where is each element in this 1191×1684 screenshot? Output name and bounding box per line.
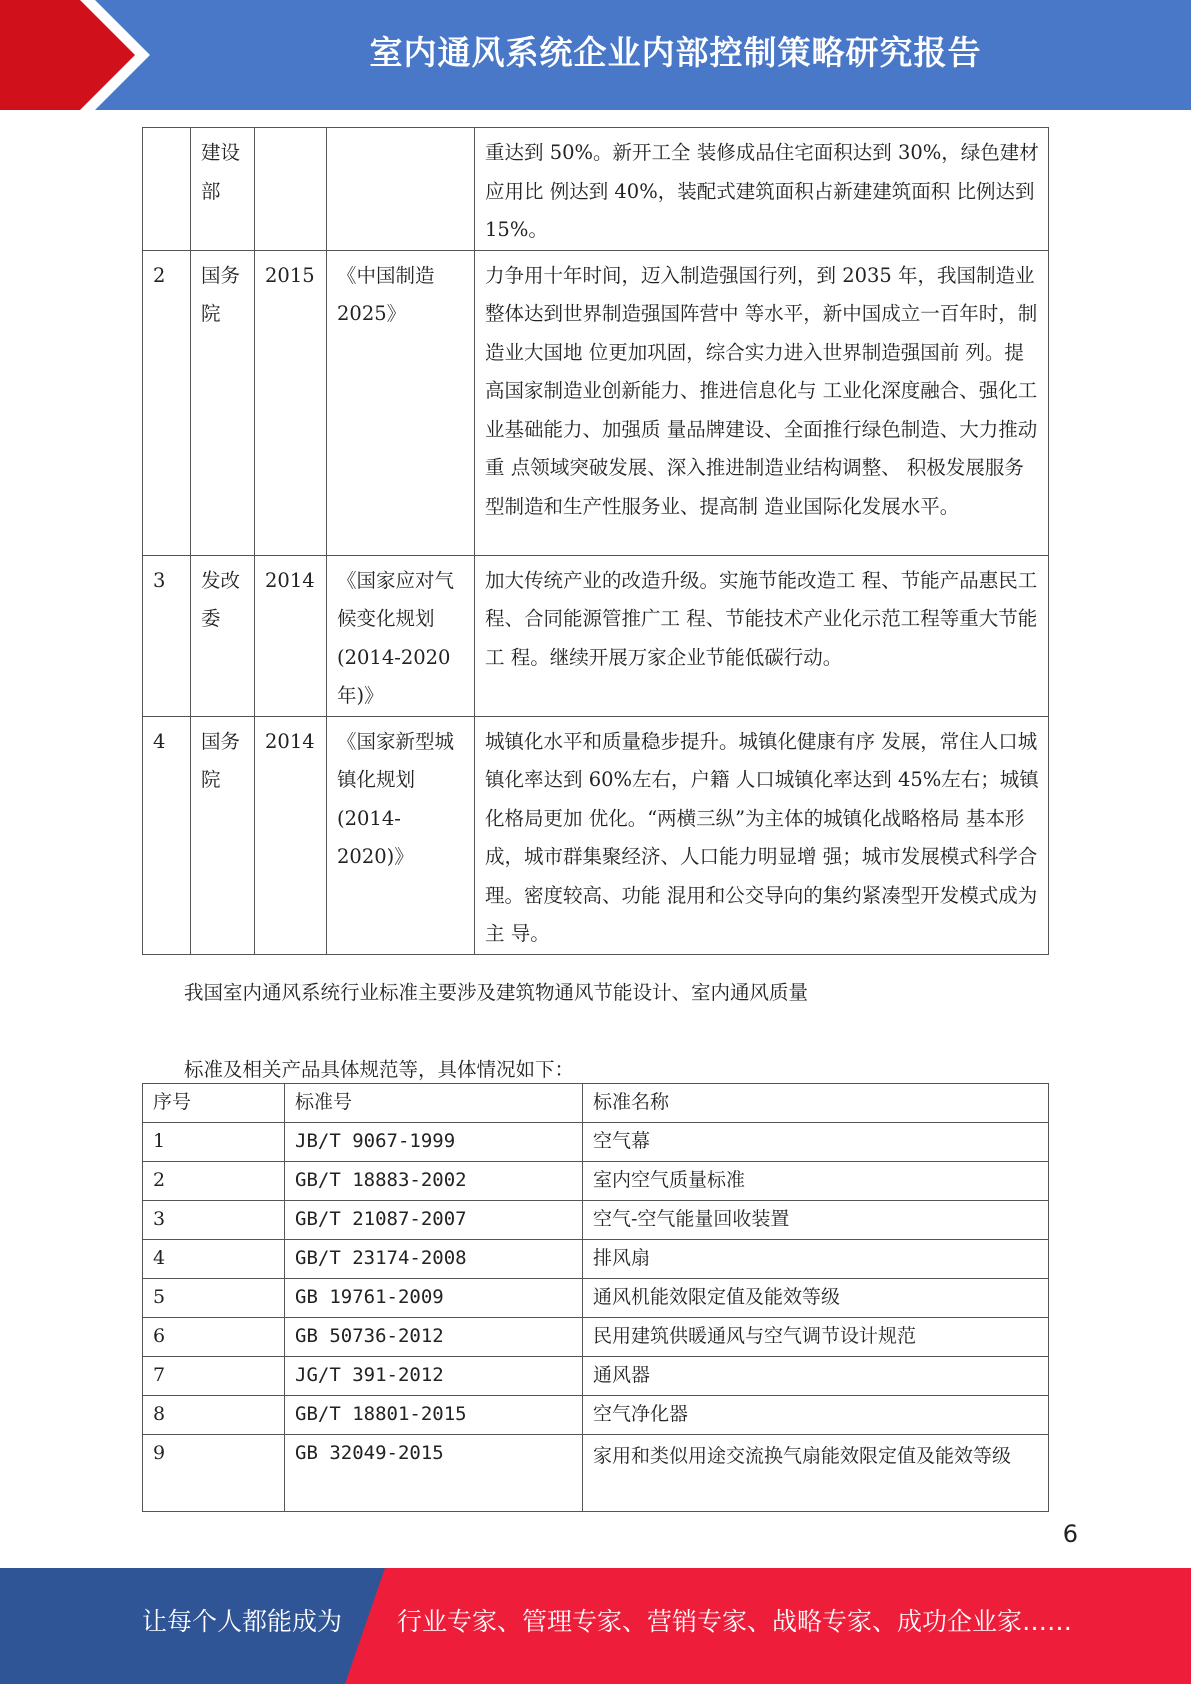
standard-name: 空气幕 [583, 1123, 1049, 1162]
year-cell [255, 128, 327, 251]
table-row [143, 1279, 1049, 1318]
agency-cell: 国务院 [191, 716, 255, 954]
footer-slogan-left: 让每个人都能成为 [142, 1607, 343, 1636]
document-cell [327, 128, 475, 251]
row-number: 9 [143, 1435, 285, 1512]
standard-code: GB 32049-2015 [285, 1435, 583, 1512]
column-header: 序号 [143, 1084, 285, 1123]
standard-name: 家用和类似用途交流换气扇能效限定值及能效等级 [583, 1435, 1049, 1512]
table-row [143, 1162, 1049, 1201]
content-cell: 城镇化水平和质量稳步提升。城镇化健康有序 发展，常住人口城镇化率达到 60%左右，户籍 人口城镇化率达到 45%左右；城镇化格局更加 优化。“两横三纵”为主体的城镇化战略格局 基本形成，城市群集聚经济、人口能力明显增 强；城市发展模式科学合理。密度较高、功能 混用和公交导向的集约紧凑型开发模式成为主 导。 [475, 716, 1049, 954]
table-row [143, 1201, 1049, 1240]
page-header [0, 0, 1191, 110]
document-cell: 《中国制造2025》 [327, 250, 475, 555]
standard-code: JG/T 391-2012 [285, 1357, 583, 1396]
content-cell: 加大传统产业的改造升级。实施节能改造工 程、节能产品惠民工程、合同能源管推广工 程、节能技术产业化示范工程等重大节能工 程。继续开展万家企业节能低碳行动。 [475, 555, 1049, 716]
document-cell: 《国家应对气候变化规划(2014-2020年)》 [327, 555, 475, 716]
table-row [143, 1357, 1049, 1396]
document-cell: 《国家新型城镇化规划(2014-2020)》 [327, 716, 475, 954]
year-cell: 2014 [255, 716, 327, 954]
page-number: 6 [1062, 1520, 1078, 1548]
column-header: 标准名称 [583, 1084, 1049, 1123]
table-row [143, 1318, 1049, 1357]
standard-name: 排风扇 [583, 1240, 1049, 1279]
table-row [143, 1396, 1049, 1435]
standard-name: 通风器 [583, 1357, 1049, 1396]
row-number: 3 [143, 1201, 285, 1240]
policy-table [142, 127, 1049, 955]
report-title: 室内通风系统企业内部控制策略研究报告 [369, 33, 982, 72]
row-number: 4 [143, 716, 191, 954]
row-number: 3 [143, 555, 191, 716]
row-number: 7 [143, 1357, 285, 1396]
content-cell: 力争用十年时间，迈入制造强国行列，到 2035 年，我国制造业整体达到世界制造强国阵营中 等水平，新中国成立一百年时，制造业大国地 位更加巩固，综合实力进入世界制造强国前 列。提高国家制造业创新能力、推进信息化与 工业化深度融合、强化工业基础能力、加强质 量品牌建设、全面推行绿色制造、大力推动重 点领域突破发展、深入推进制造业结构调整、 积极发展服务型制造和生产性服务业、提高制 造业国际化发展水平。 [475, 250, 1049, 555]
standard-name: 通风机能效限定值及能效等级 [583, 1279, 1049, 1318]
row-number: 2 [143, 1162, 285, 1201]
body-paragraph: 我国室内通风系统行业标准主要涉及建筑物通风节能设计、室内通风质量 [184, 981, 809, 1004]
standard-name: 室内空气质量标准 [583, 1162, 1049, 1201]
table-row [143, 716, 1049, 954]
body-paragraph: 标准及相关产品具体规范等，具体情况如下： [184, 1058, 575, 1081]
table-row [143, 1240, 1049, 1279]
standard-name: 空气净化器 [583, 1396, 1049, 1435]
table-row [143, 555, 1049, 716]
row-number: 5 [143, 1279, 285, 1318]
standard-name: 空气-空气能量回收装置 [583, 1201, 1049, 1240]
row-number [143, 128, 191, 251]
footer-slogan-right: 行业专家、管理专家、营销专家、战略专家、成功企业家…… [397, 1607, 1073, 1636]
year-cell: 2015 [255, 250, 327, 555]
standard-code: GB/T 23174-2008 [285, 1240, 583, 1279]
content-cell: 重达到 50%。新开工全 装修成品住宅面积达到 30%，绿色建材应用比 例达到 40%，装配式建筑面积占新建建筑面积 比例达到 15%。 [475, 128, 1049, 251]
row-number: 1 [143, 1123, 285, 1162]
table-row [143, 250, 1049, 555]
table-row [143, 128, 1049, 251]
row-number: 2 [143, 250, 191, 555]
agency-cell: 国务院 [191, 250, 255, 555]
year-cell: 2014 [255, 555, 327, 716]
agency-cell: 建设部 [191, 128, 255, 251]
standard-code: GB/T 21087-2007 [285, 1201, 583, 1240]
standard-name: 民用建筑供暖通风与空气调节设计规范 [583, 1318, 1049, 1357]
table-header-row [143, 1084, 1049, 1123]
row-number: 8 [143, 1396, 285, 1435]
row-number: 6 [143, 1318, 285, 1357]
standard-code: GB/T 18801-2015 [285, 1396, 583, 1435]
table-row [143, 1435, 1049, 1512]
standard-code: GB/T 18883-2002 [285, 1162, 583, 1201]
standard-code: GB 50736-2012 [285, 1318, 583, 1357]
agency-cell: 发改委 [191, 555, 255, 716]
table-row [143, 1123, 1049, 1162]
standard-code: GB 19761-2009 [285, 1279, 583, 1318]
column-header: 标准号 [285, 1084, 583, 1123]
standard-code: JB/T 9067-1999 [285, 1123, 583, 1162]
row-number: 4 [143, 1240, 285, 1279]
header-red-arrow-shape [0, 0, 150, 110]
standards-table [142, 1083, 1049, 1512]
